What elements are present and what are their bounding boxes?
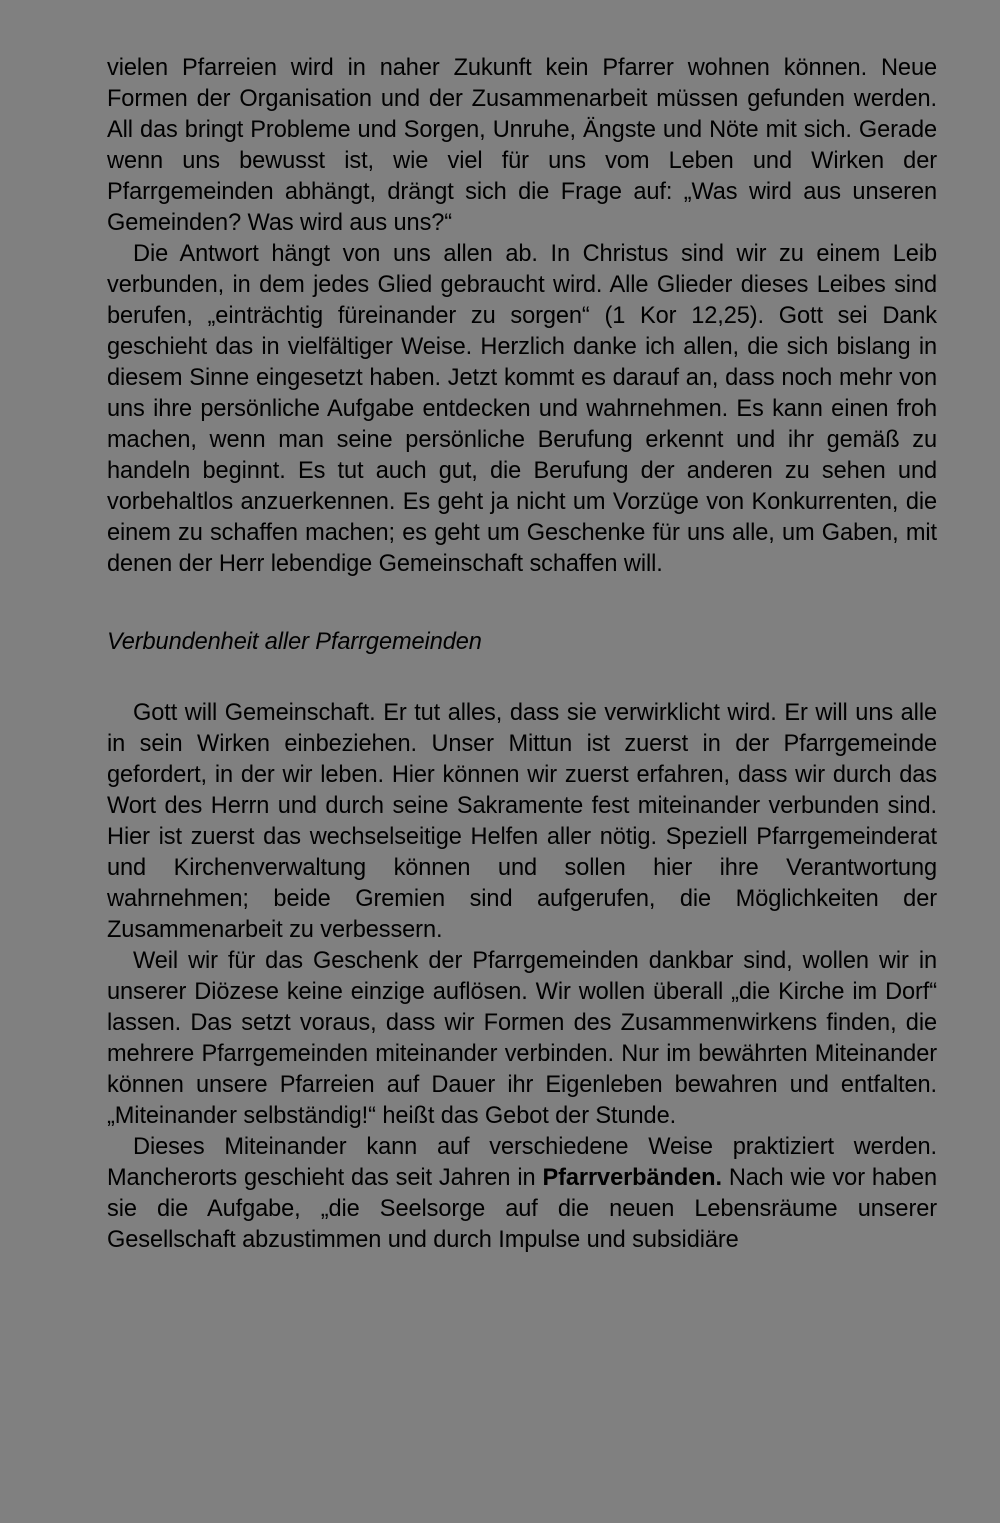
document-page [107, 53, 937, 1256]
paragraph-gratitude: Weil wir für das Geschenk der Pfarrgemeinden dankbar sind, wollen wir in unserer Diözese keine einzige auflösen. Wir wollen überall „die Kirche im Dorf“ lassen. Das setzt voraus, dass wir Formen des Zusammenwirkens finden, die mehrere Pfarrgemeinden miteinander verbinden. Nur im bewährten Miteinander können unsere Pfarreien auf Dauer ihr Eigenleben bewahren und entfalten. „Miteinander selbständig!“ heißt das Gebot der Stunde. [107, 948, 937, 1129]
paragraph-cooperation-text-after: Nach wie vor haben sie die Aufgabe, „die Seelsorge auf die neuen Lebensräume unserer Gesellschaft abzustimmen und durch Impulse und subsidiäre [107, 1165, 938, 1253]
keyword-pfarrverbaende: Pfarrverbänden. [542, 1165, 722, 1191]
paragraph-community: Gott will Gemeinschaft. Er tut alles, dass sie verwirklicht wird. Er will uns alle in sein Wirken einbeziehen. Unser Mittun ist zuerst in der Pfarrgemeinde gefordert, in der wir leben. Hier können wir zuerst erfahren, dass wir durch das Wort des Herrn und durch seine Sakramente fest miteinander verbunden sind. Hier ist zuerst das wechselseitige Helfen aller nötig. Speziell Pfarrgemeinderat und Kirchenverwaltung können und sollen hier ihre Verantwortung wahrnehmen; beide Gremien sind aufgerufen, die Möglichkeiten der Zusammenarbeit zu verbessern. [107, 700, 937, 943]
paragraph-cooperation [107, 1132, 937, 1256]
section-heading: Verbundenheit aller Pfarrgemeinden [107, 629, 482, 655]
paragraph-answer: Die Antwort hängt von uns allen ab. In Christus sind wir zu einem Leib verbunden, in dem jedes Glied gebraucht wird. Alle Glieder dieses Leibes sind berufen, „einträchtig füreinander zu sorgen“ (1 Kor 12,25). Gott sei Dank geschieht das in vielfältiger Weise. Herzlich danke ich allen, die sich bislang in diesem Sinne eingesetzt haben. Jetzt kommt es darauf an, dass noch mehr von uns ihre persönliche Aufgabe entdecken und wahrnehmen. Es kann einen froh machen, wenn man seine persönliche Berufung erkennt und ihr gemäß zu handeln beginnt. Es tut auch gut, die Berufung der anderen zu sehen und vorbehaltlos anzuerkennen. Es geht ja nicht um Vorzüge von Konkurrenten, die einem zu schaffen machen; es geht um Geschenke für uns alle, um Gaben, mit denen der Herr lebendige Gemeinschaft schaffen will. [107, 241, 937, 577]
paragraph-continuation: vielen Pfarreien wird in naher Zukunft kein Pfarrer wohnen können. Neue Formen der Organisation und der Zusammenarbeit müssen gefunden werden. All das bringt Probleme und Sorgen, Unruhe, Ängste und Nöte mit sich. Gerade wenn uns bewusst ist, wie viel für uns vom Leben und Wirken der Pfarrgemeinden abhängt, drängt sich die Frage auf: „Was wird aus unseren Gemeinden? Was wird aus uns?“ [107, 55, 937, 236]
paragraph-cooperation-text-before: Dieses Miteinander kann auf verschiedene Weise praktiziert werden. Mancherorts geschieht das seit Jahren in [107, 1134, 937, 1191]
